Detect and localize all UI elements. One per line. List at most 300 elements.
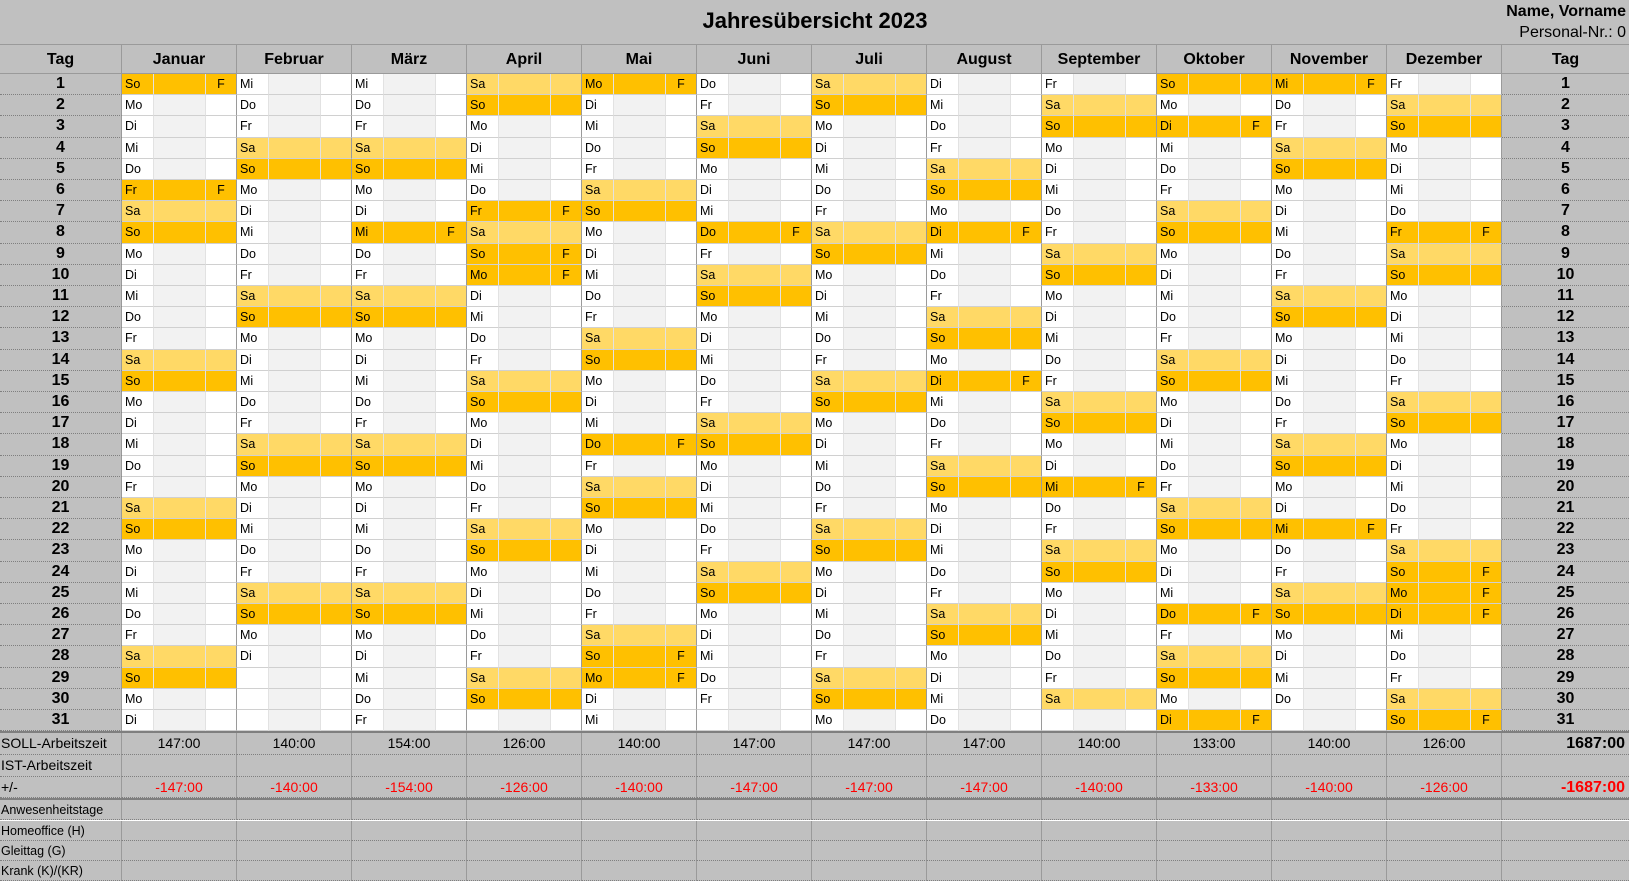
entry-cell[interactable]: [384, 434, 436, 455]
holiday-flag-cell[interactable]: [1471, 625, 1502, 646]
weekday-cell[interactable]: So: [582, 646, 614, 667]
weekday-cell[interactable]: Sa: [467, 74, 499, 95]
holiday-flag-cell[interactable]: [1471, 159, 1502, 180]
entry-cell[interactable]: [1189, 350, 1241, 371]
weekday-cell[interactable]: Mi: [1157, 583, 1189, 604]
entry-cell[interactable]: [729, 540, 781, 561]
soll-row-value[interactable]: 126:00: [467, 733, 582, 755]
extra-row-value[interactable]: [582, 821, 697, 841]
holiday-flag-cell[interactable]: [666, 350, 697, 371]
holiday-flag-cell[interactable]: [896, 222, 927, 243]
ist-row-value[interactable]: [927, 755, 1042, 777]
weekday-cell[interactable]: So: [927, 477, 959, 498]
entry-cell[interactable]: [269, 350, 321, 371]
weekday-cell[interactable]: Do: [1042, 646, 1074, 667]
holiday-flag-cell[interactable]: [1126, 265, 1157, 286]
weekday-cell[interactable]: Mi: [237, 519, 269, 540]
extra-row-value[interactable]: [122, 800, 237, 820]
weekday-cell[interactable]: Fr: [697, 244, 729, 265]
weekday-cell[interactable]: Do: [927, 265, 959, 286]
extra-row-value[interactable]: [812, 841, 927, 861]
entry-cell[interactable]: [1074, 477, 1126, 498]
entry-cell[interactable]: [729, 689, 781, 710]
extra-row-value[interactable]: [927, 861, 1042, 881]
weekday-cell[interactable]: Sa: [1157, 350, 1189, 371]
entry-cell[interactable]: [614, 604, 666, 625]
weekday-cell[interactable]: Mo: [237, 180, 269, 201]
holiday-flag-cell[interactable]: [781, 307, 812, 328]
entry-cell[interactable]: [1189, 328, 1241, 349]
entry-cell[interactable]: [1419, 244, 1471, 265]
entry-cell[interactable]: [1189, 540, 1241, 561]
holiday-flag-cell[interactable]: [206, 710, 237, 731]
weekday-cell[interactable]: Mo: [467, 116, 499, 137]
entry-cell[interactable]: [1304, 413, 1356, 434]
entry-cell[interactable]: [844, 371, 896, 392]
weekday-cell[interactable]: Di: [582, 95, 614, 116]
entry-cell[interactable]: [844, 328, 896, 349]
weekday-cell[interactable]: Fr: [352, 413, 384, 434]
holiday-flag-cell[interactable]: [436, 562, 467, 583]
weekday-cell[interactable]: Di: [927, 668, 959, 689]
weekday-cell[interactable]: So: [1157, 371, 1189, 392]
weekday-cell[interactable]: So: [1042, 413, 1074, 434]
weekday-cell[interactable]: Di: [697, 477, 729, 498]
entry-cell[interactable]: [614, 350, 666, 371]
entry-cell[interactable]: [1189, 604, 1241, 625]
weekday-cell[interactable]: Mi: [582, 710, 614, 731]
weekday-cell[interactable]: Fr: [352, 265, 384, 286]
entry-cell[interactable]: [729, 201, 781, 222]
weekday-cell[interactable]: Di: [237, 498, 269, 519]
weekday-cell[interactable]: Sa: [1157, 646, 1189, 667]
extra-row-value[interactable]: [1042, 821, 1157, 841]
extra-row-total[interactable]: [1502, 821, 1629, 841]
entry-cell[interactable]: [1419, 286, 1471, 307]
entry-cell[interactable]: [384, 371, 436, 392]
holiday-flag-cell[interactable]: [436, 604, 467, 625]
entry-cell[interactable]: [1419, 74, 1471, 95]
weekday-cell[interactable]: Di: [237, 646, 269, 667]
weekday-cell[interactable]: Mo: [1157, 244, 1189, 265]
weekday-cell[interactable]: Di: [1157, 116, 1189, 137]
weekday-cell[interactable]: Mi: [1157, 138, 1189, 159]
entry-cell[interactable]: [269, 562, 321, 583]
entry-cell[interactable]: [959, 583, 1011, 604]
entry-cell[interactable]: [154, 222, 206, 243]
entry-cell[interactable]: [269, 625, 321, 646]
weekday-cell[interactable]: So: [237, 604, 269, 625]
extra-row-value[interactable]: [582, 861, 697, 881]
weekday-cell[interactable]: Mi: [1272, 371, 1304, 392]
entry-cell[interactable]: [729, 477, 781, 498]
entry-cell[interactable]: [729, 519, 781, 540]
entry-cell[interactable]: [499, 371, 551, 392]
holiday-flag[interactable]: F: [1471, 562, 1502, 583]
holiday-flag-cell[interactable]: [781, 562, 812, 583]
entry-cell[interactable]: [1304, 74, 1356, 95]
entry-cell[interactable]: [499, 710, 551, 731]
holiday-flag-cell[interactable]: [896, 689, 927, 710]
entry-cell[interactable]: [1189, 180, 1241, 201]
entry-cell[interactable]: [1304, 477, 1356, 498]
holiday-flag-cell[interactable]: [1356, 710, 1387, 731]
weekday-cell[interactable]: Di: [1272, 201, 1304, 222]
weekday-cell[interactable]: Di: [352, 646, 384, 667]
holiday-flag-cell[interactable]: [781, 456, 812, 477]
weekday-cell[interactable]: So: [1157, 519, 1189, 540]
holiday-flag-cell[interactable]: [321, 434, 352, 455]
weekday-cell[interactable]: Sa: [697, 562, 729, 583]
entry-cell[interactable]: [154, 159, 206, 180]
weekday-cell[interactable]: Mi: [582, 562, 614, 583]
entry-cell[interactable]: [384, 244, 436, 265]
weekday-cell[interactable]: Sa: [1272, 434, 1304, 455]
holiday-flag-cell[interactable]: [436, 583, 467, 604]
weekday-cell[interactable]: Do: [697, 74, 729, 95]
entry-cell[interactable]: [1304, 668, 1356, 689]
holiday-flag[interactable]: F: [666, 434, 697, 455]
holiday-flag-cell[interactable]: [1471, 180, 1502, 201]
holiday-flag-cell[interactable]: [1241, 159, 1272, 180]
weekday-cell[interactable]: Do: [237, 540, 269, 561]
weekday-cell[interactable]: So: [352, 604, 384, 625]
weekday-cell[interactable]: Mi: [812, 604, 844, 625]
entry-cell[interactable]: [1304, 328, 1356, 349]
entry-cell[interactable]: [1074, 519, 1126, 540]
holiday-flag-cell[interactable]: [781, 116, 812, 137]
holiday-flag-cell[interactable]: [321, 95, 352, 116]
weekday-cell[interactable]: Sa: [1387, 540, 1419, 561]
holiday-flag-cell[interactable]: [896, 434, 927, 455]
entry-cell[interactable]: [844, 201, 896, 222]
weekday-cell[interactable]: Do: [697, 222, 729, 243]
weekday-cell[interactable]: Sa: [812, 371, 844, 392]
weekday-cell[interactable]: Sa: [237, 286, 269, 307]
weekday-cell[interactable]: Mo: [122, 689, 154, 710]
weekday-cell[interactable]: Sa: [237, 138, 269, 159]
entry-cell[interactable]: [1074, 562, 1126, 583]
weekday-cell[interactable]: Mi: [1272, 519, 1304, 540]
weekday-cell[interactable]: Mi: [352, 222, 384, 243]
holiday-flag-cell[interactable]: [896, 519, 927, 540]
holiday-flag-cell[interactable]: [1011, 710, 1042, 731]
entry-cell[interactable]: [959, 477, 1011, 498]
entry-cell[interactable]: [844, 668, 896, 689]
weekday-cell[interactable]: Mi: [352, 74, 384, 95]
entry-cell[interactable]: [1189, 434, 1241, 455]
holiday-flag[interactable]: F: [666, 74, 697, 95]
entry-cell[interactable]: [384, 74, 436, 95]
entry-cell[interactable]: [1189, 159, 1241, 180]
entry-cell[interactable]: [729, 138, 781, 159]
entry-cell[interactable]: [959, 456, 1011, 477]
ist-row-value[interactable]: [237, 755, 352, 777]
entry-cell[interactable]: [1419, 159, 1471, 180]
extra-row-value[interactable]: [697, 821, 812, 841]
weekday-cell[interactable]: Mi: [812, 159, 844, 180]
holiday-flag-cell[interactable]: [666, 413, 697, 434]
weekday-cell[interactable]: So: [122, 371, 154, 392]
holiday-flag-cell[interactable]: [206, 138, 237, 159]
holiday-flag-cell[interactable]: [321, 201, 352, 222]
holiday-flag-cell[interactable]: [1471, 477, 1502, 498]
entry-cell[interactable]: [269, 434, 321, 455]
entry-cell[interactable]: [1189, 710, 1241, 731]
weekday-cell[interactable]: Do: [352, 689, 384, 710]
holiday-flag-cell[interactable]: [321, 328, 352, 349]
entry-cell[interactable]: [959, 689, 1011, 710]
weekday-cell[interactable]: [1042, 710, 1074, 731]
holiday-flag-cell[interactable]: [1471, 456, 1502, 477]
holiday-flag-cell[interactable]: [321, 498, 352, 519]
weekday-cell[interactable]: Fr: [122, 477, 154, 498]
ist-row-value[interactable]: [467, 755, 582, 777]
entry-cell[interactable]: [844, 583, 896, 604]
weekday-cell[interactable]: Di: [1157, 710, 1189, 731]
entry-cell[interactable]: [1304, 265, 1356, 286]
entry-cell[interactable]: [614, 159, 666, 180]
weekday-cell[interactable]: Mo: [927, 646, 959, 667]
entry-cell[interactable]: [729, 562, 781, 583]
holiday-flag-cell[interactable]: [436, 201, 467, 222]
weekday-cell[interactable]: Fr: [237, 265, 269, 286]
weekday-cell[interactable]: Di: [812, 286, 844, 307]
holiday-flag-cell[interactable]: [1471, 201, 1502, 222]
weekday-cell[interactable]: Di: [1387, 159, 1419, 180]
entry-cell[interactable]: [844, 413, 896, 434]
holiday-flag-cell[interactable]: [551, 222, 582, 243]
holiday-flag-cell[interactable]: [1356, 477, 1387, 498]
holiday-flag-cell[interactable]: [666, 222, 697, 243]
entry-cell[interactable]: [154, 498, 206, 519]
entry-cell[interactable]: [1074, 222, 1126, 243]
holiday-flag-cell[interactable]: [551, 116, 582, 137]
entry-cell[interactable]: [1419, 477, 1471, 498]
weekday-cell[interactable]: So: [1387, 116, 1419, 137]
weekday-cell[interactable]: Do: [352, 244, 384, 265]
extra-row-value[interactable]: [352, 861, 467, 881]
weekday-cell[interactable]: Mo: [122, 95, 154, 116]
weekday-cell[interactable]: So: [1387, 413, 1419, 434]
entry-cell[interactable]: [1419, 625, 1471, 646]
weekday-cell[interactable]: Di: [1042, 604, 1074, 625]
weekday-cell[interactable]: Mo: [467, 413, 499, 434]
weekday-cell[interactable]: Mi: [1157, 434, 1189, 455]
holiday-flag-cell[interactable]: [321, 413, 352, 434]
holiday-flag-cell[interactable]: [1011, 286, 1042, 307]
weekday-cell[interactable]: Mi: [1042, 328, 1074, 349]
holiday-flag[interactable]: F: [206, 74, 237, 95]
holiday-flag-cell[interactable]: [321, 138, 352, 159]
diff-row-value[interactable]: -140:00: [1042, 777, 1157, 799]
entry-cell[interactable]: [269, 604, 321, 625]
weekday-cell[interactable]: Sa: [812, 74, 844, 95]
weekday-cell[interactable]: Do: [122, 159, 154, 180]
entry-cell[interactable]: [154, 562, 206, 583]
weekday-cell[interactable]: So: [1272, 604, 1304, 625]
holiday-flag-cell[interactable]: [206, 540, 237, 561]
weekday-cell[interactable]: Mo: [697, 456, 729, 477]
weekday-cell[interactable]: Fr: [122, 625, 154, 646]
holiday-flag-cell[interactable]: [436, 519, 467, 540]
holiday-flag-cell[interactable]: [436, 138, 467, 159]
entry-cell[interactable]: [729, 328, 781, 349]
holiday-flag-cell[interactable]: [1011, 689, 1042, 710]
holiday-flag-cell[interactable]: [551, 328, 582, 349]
holiday-flag-cell[interactable]: [1471, 498, 1502, 519]
entry-cell[interactable]: [269, 519, 321, 540]
weekday-cell[interactable]: Fr: [122, 180, 154, 201]
entry-cell[interactable]: [1189, 371, 1241, 392]
weekday-cell[interactable]: Di: [467, 583, 499, 604]
extra-row-value[interactable]: [122, 861, 237, 881]
weekday-cell[interactable]: Sa: [1272, 286, 1304, 307]
holiday-flag-cell[interactable]: [1011, 604, 1042, 625]
weekday-cell[interactable]: Mi: [927, 689, 959, 710]
entry-cell[interactable]: [269, 74, 321, 95]
entry-cell[interactable]: [384, 583, 436, 604]
diff-row-total[interactable]: -1687:00: [1502, 777, 1629, 799]
entry-cell[interactable]: [1074, 456, 1126, 477]
weekday-cell[interactable]: Do: [812, 180, 844, 201]
entry-cell[interactable]: [499, 328, 551, 349]
holiday-flag-cell[interactable]: [551, 540, 582, 561]
entry-cell[interactable]: [614, 668, 666, 689]
weekday-cell[interactable]: Fr: [1042, 222, 1074, 243]
holiday-flag-cell[interactable]: [206, 307, 237, 328]
entry-cell[interactable]: [844, 95, 896, 116]
entry-cell[interactable]: [844, 180, 896, 201]
entry-cell[interactable]: [729, 434, 781, 455]
weekday-cell[interactable]: Mi: [927, 95, 959, 116]
holiday-flag-cell[interactable]: [1011, 583, 1042, 604]
extra-row-value[interactable]: [697, 800, 812, 820]
weekday-cell[interactable]: Sa: [237, 583, 269, 604]
entry-cell[interactable]: [1189, 456, 1241, 477]
holiday-flag-cell[interactable]: [781, 328, 812, 349]
ist-row-value[interactable]: [1157, 755, 1272, 777]
holiday-flag-cell[interactable]: [666, 519, 697, 540]
weekday-cell[interactable]: So: [697, 286, 729, 307]
ist-row-value[interactable]: [1272, 755, 1387, 777]
holiday-flag-cell[interactable]: [781, 201, 812, 222]
extra-row-value[interactable]: [697, 841, 812, 861]
weekday-cell[interactable]: Fr: [1272, 562, 1304, 583]
weekday-cell[interactable]: Do: [1272, 95, 1304, 116]
entry-cell[interactable]: [614, 265, 666, 286]
entry-cell[interactable]: [844, 710, 896, 731]
entry-cell[interactable]: [959, 562, 1011, 583]
entry-cell[interactable]: [1419, 519, 1471, 540]
entry-cell[interactable]: [959, 328, 1011, 349]
entry-cell[interactable]: [729, 116, 781, 137]
holiday-flag-cell[interactable]: [1126, 307, 1157, 328]
entry-cell[interactable]: [384, 180, 436, 201]
holiday-flag-cell[interactable]: [551, 350, 582, 371]
diff-row-value[interactable]: -140:00: [1272, 777, 1387, 799]
entry-cell[interactable]: [1074, 371, 1126, 392]
entry-cell[interactable]: [499, 583, 551, 604]
holiday-flag-cell[interactable]: [896, 562, 927, 583]
entry-cell[interactable]: [499, 244, 551, 265]
weekday-cell[interactable]: Sa: [582, 328, 614, 349]
weekday-cell[interactable]: So: [812, 244, 844, 265]
weekday-cell[interactable]: Sa: [582, 477, 614, 498]
weekday-cell[interactable]: Di: [122, 562, 154, 583]
entry-cell[interactable]: [384, 413, 436, 434]
weekday-cell[interactable]: Fr: [352, 562, 384, 583]
entry-cell[interactable]: [1419, 265, 1471, 286]
holiday-flag-cell[interactable]: [1356, 180, 1387, 201]
holiday-flag-cell[interactable]: [1241, 540, 1272, 561]
weekday-cell[interactable]: Do: [812, 477, 844, 498]
entry-cell[interactable]: [614, 519, 666, 540]
entry-cell[interactable]: [154, 668, 206, 689]
entry-cell[interactable]: [1304, 201, 1356, 222]
entry-cell[interactable]: [269, 95, 321, 116]
entry-cell[interactable]: [729, 625, 781, 646]
entry-cell[interactable]: [959, 646, 1011, 667]
weekday-cell[interactable]: Di: [927, 74, 959, 95]
entry-cell[interactable]: [844, 350, 896, 371]
entry-cell[interactable]: [1304, 710, 1356, 731]
holiday-flag-cell[interactable]: [896, 413, 927, 434]
holiday-flag-cell[interactable]: [1011, 456, 1042, 477]
entry-cell[interactable]: [1074, 180, 1126, 201]
weekday-cell[interactable]: Mi: [1387, 180, 1419, 201]
weekday-cell[interactable]: So: [1042, 116, 1074, 137]
weekday-cell[interactable]: Mo: [122, 392, 154, 413]
weekday-cell[interactable]: Fr: [1387, 74, 1419, 95]
entry-cell[interactable]: [499, 413, 551, 434]
weekday-cell[interactable]: Do: [467, 477, 499, 498]
extra-row-value[interactable]: [467, 821, 582, 841]
entry-cell[interactable]: [154, 74, 206, 95]
holiday-flag-cell[interactable]: [1356, 138, 1387, 159]
entry-cell[interactable]: [499, 201, 551, 222]
entry-cell[interactable]: [614, 328, 666, 349]
entry-cell[interactable]: [729, 498, 781, 519]
holiday-flag-cell[interactable]: [1011, 646, 1042, 667]
holiday-flag-cell[interactable]: [896, 371, 927, 392]
weekday-cell[interactable]: Mi: [237, 74, 269, 95]
holiday-flag-cell[interactable]: [321, 116, 352, 137]
weekday-cell[interactable]: Do: [1042, 350, 1074, 371]
weekday-cell[interactable]: Fr: [582, 159, 614, 180]
holiday-flag-cell[interactable]: [1471, 689, 1502, 710]
weekday-cell[interactable]: Do: [1042, 201, 1074, 222]
holiday-flag-cell[interactable]: [551, 159, 582, 180]
weekday-cell[interactable]: So: [237, 307, 269, 328]
weekday-cell[interactable]: Di: [1387, 456, 1419, 477]
entry-cell[interactable]: [1189, 689, 1241, 710]
holiday-flag-cell[interactable]: [206, 371, 237, 392]
holiday-flag-cell[interactable]: [321, 180, 352, 201]
weekday-cell[interactable]: Do: [697, 519, 729, 540]
entry-cell[interactable]: [1074, 74, 1126, 95]
weekday-cell[interactable]: Mo: [812, 265, 844, 286]
holiday-flag-cell[interactable]: [1356, 434, 1387, 455]
weekday-cell[interactable]: So: [812, 689, 844, 710]
holiday-flag-cell[interactable]: [1011, 434, 1042, 455]
entry-cell[interactable]: [844, 646, 896, 667]
entry-cell[interactable]: [1074, 265, 1126, 286]
holiday-flag-cell[interactable]: [781, 498, 812, 519]
weekday-cell[interactable]: Do: [1157, 159, 1189, 180]
holiday-flag-cell[interactable]: [1356, 286, 1387, 307]
entry-cell[interactable]: [959, 74, 1011, 95]
